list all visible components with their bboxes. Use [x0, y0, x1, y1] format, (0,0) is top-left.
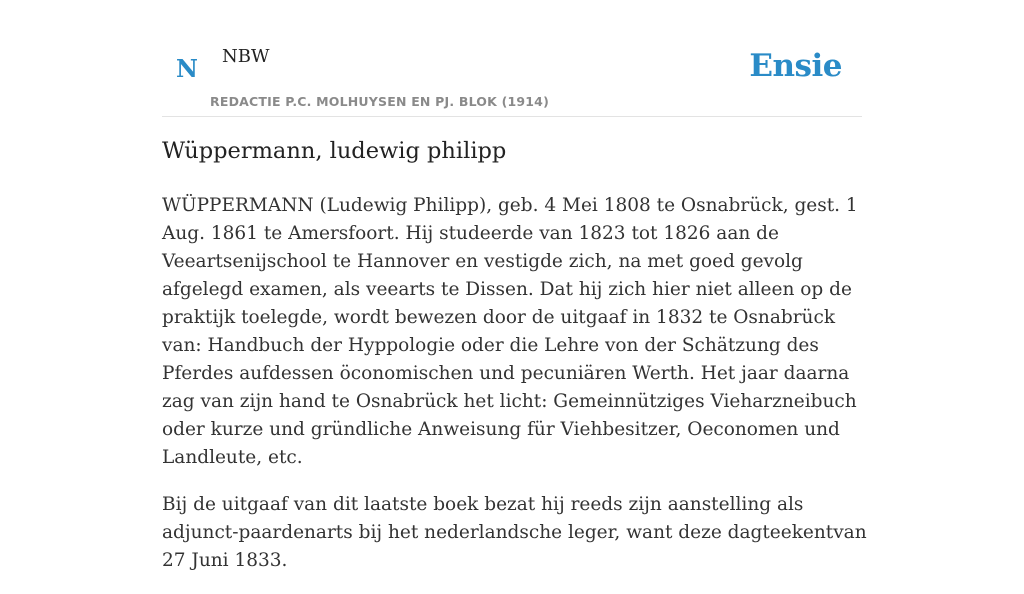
article-paragraph: WÜPPERMANN (Ludewig Philipp), geb. 4 Mei 1808 te Osnabrück, gest. 1 Aug. 1861 te Amersfoort. Hij studeerde van 1823 tot 1826 aan de Veeartsenijschool te Hannover en vestigde zich, na met goed gevolg afgelegd examen, als veearts te Dissen. Dat hij zich hier niet alleen op de praktijk toelegde, wordt bewezen door de uitgaaf in 1832 te Osnabrück van: Handbuch der Hyppologie oder die Lehre von der Schätzung des Pferdes aufdessen öconomischen und pecuniären Werth. Het jaar daarna zag van zijn hand te Osnabrück het licht: Gemeinnütziges Vieharzneibuch oder kurze und gründliche Anweisung für Viehbesitzer, Oeconomen und Landleute, etc.: [162, 195, 858, 468]
source-logo-link[interactable]: N: [176, 54, 198, 83]
article-paragraph: Bij de uitgaaf van dit laatste boek bezat hij reeds zijn aanstelling als adjunct-paardenarts bij het nederlandsche leger, want deze dagteekentvan 27 Juni 1833.: [162, 494, 867, 571]
source-editors: REDACTIE P.C. MOLHUYSEN EN PJ. BLOK (1914): [210, 94, 549, 109]
article-title: Wüppermann, ludewig philipp: [162, 138, 507, 164]
source-name: NBW: [222, 46, 270, 67]
site-header: [162, 0, 862, 117]
ensie-logo-link[interactable]: Ensie: [749, 48, 842, 84]
article-body: [162, 192, 867, 594]
